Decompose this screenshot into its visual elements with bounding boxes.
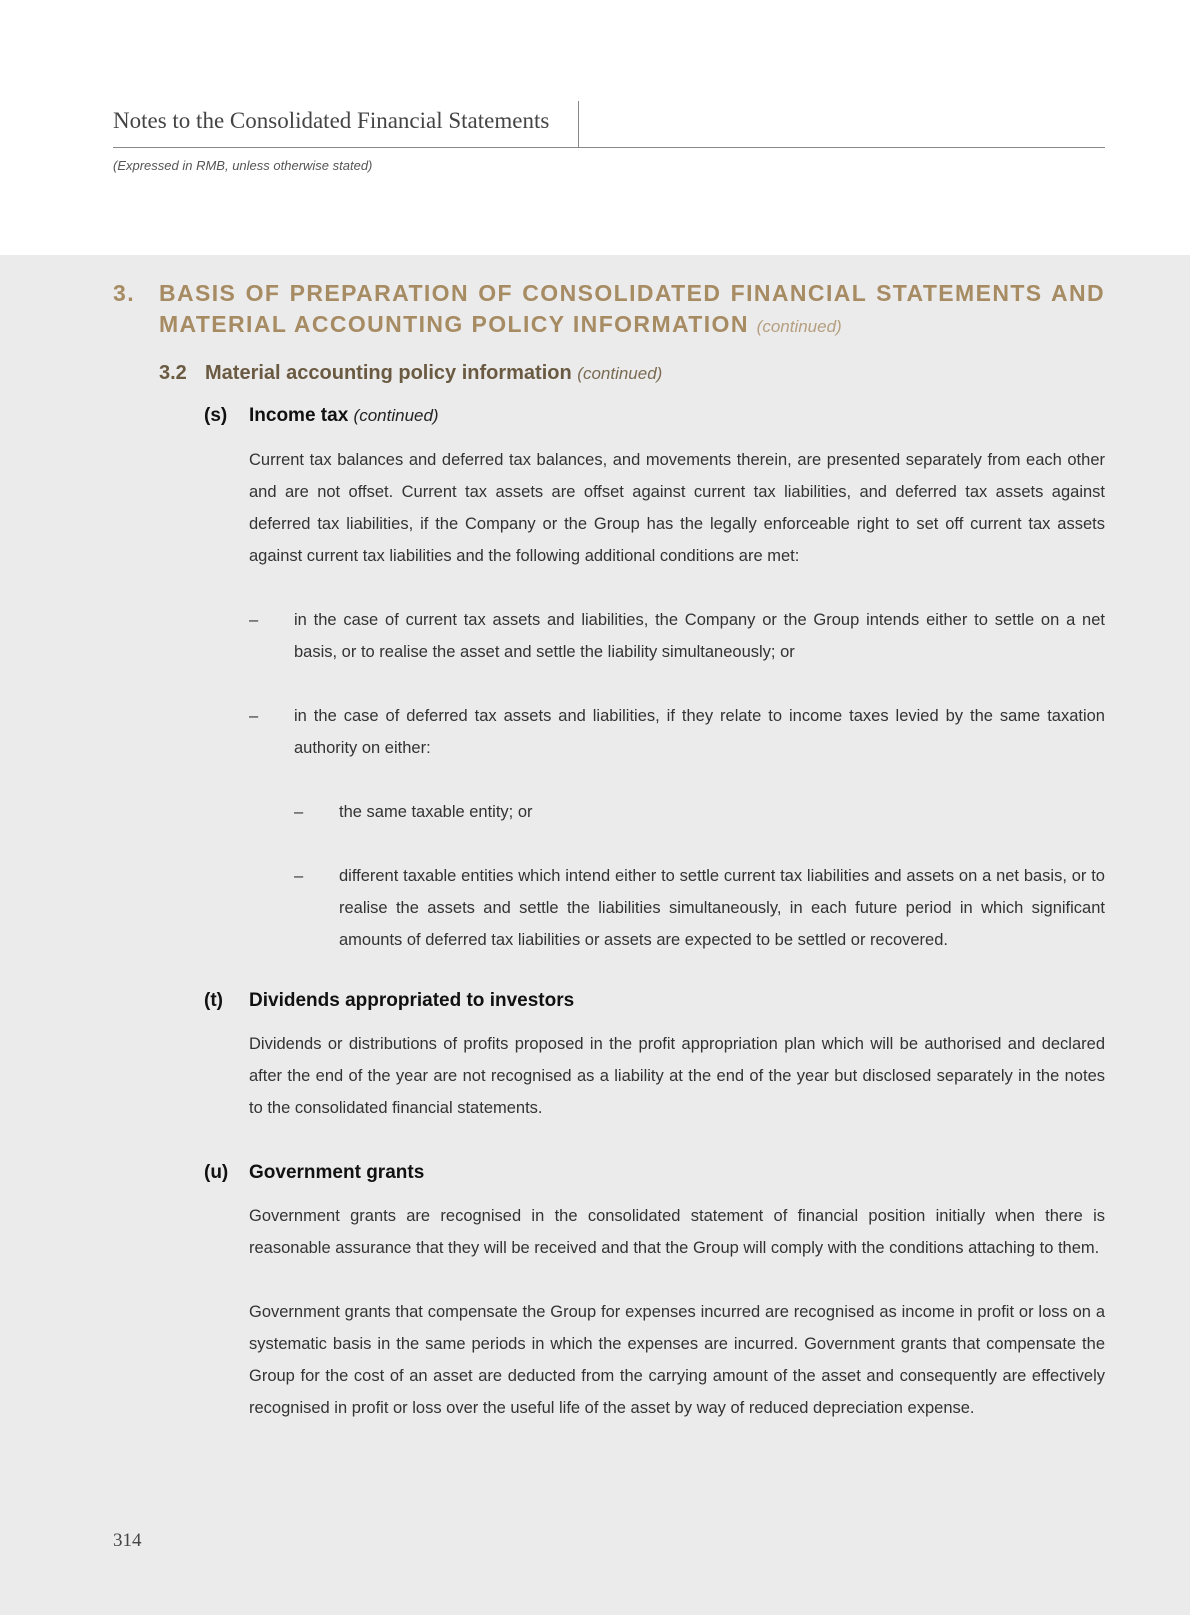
- list-item: [249, 604, 1105, 668]
- item-u-heading: [113, 1158, 1105, 1188]
- list-item: [294, 860, 1105, 956]
- dash-bullet: –: [249, 611, 259, 629]
- item-s-title: Income tax: [249, 405, 349, 426]
- item-t-paragraph-1: Dividends or distributions of profits proposed in the profit appropriation plan which will be authorised and declared after the end of the year are not recognised as a liability at the end of the year but disclosed separately in the notes to the consolidated financial statements.: [249, 1035, 1105, 1117]
- subsection-number: 3.2: [159, 362, 187, 384]
- page-header: [0, 0, 1190, 255]
- header-divider-horizontal: [113, 147, 1105, 148]
- item-s-sub-bullet-2: different taxable entities which intend either to settle current tax liabilities and assets on a net basis, or to realise the assets and settle the liabilities simultaneously, in each future period in which significant amounts of deferred tax liabilities or assets are expected to be settled or recovered.: [339, 867, 1105, 949]
- list-item: [294, 796, 1105, 828]
- item-s-bullet-2: in the case of deferred tax assets and liabilities, if they relate to income taxes levied by the same taxation authority on either:: [294, 707, 1105, 757]
- item-s-sub-bullet-1: the same taxable entity; or: [339, 803, 533, 821]
- item-s-paragraph-1: Current tax balances and deferred tax balances, and movements therein, are presented separately from each other and are not offset. Current tax assets are offset against current tax liabilities, and deferred tax assets against deferred tax liabilities, if the Company or the Group has the legally enforceable right to set off current tax assets against current tax liabilities and the following additional conditions are met:: [249, 451, 1105, 565]
- header-divider-vertical: [578, 101, 579, 147]
- page-content: [113, 278, 1105, 1424]
- item-u-title: Government grants: [249, 1162, 425, 1183]
- dash-bullet: –: [249, 707, 259, 725]
- item-s-bullet-1: in the case of current tax assets and liabilities, the Company or the Group intends either to settle on a net basis, or to realise the asset and settle the liability simultaneously; or: [294, 611, 1105, 661]
- item-s-heading: [113, 401, 1105, 431]
- section-number: 3.: [113, 280, 135, 306]
- subsection-heading: [113, 358, 1105, 389]
- section-title-line2: MATERIAL ACCOUNTING POLICY INFORMATION: [159, 311, 749, 337]
- section-title-line1: BASIS OF PREPARATION OF CONSOLIDATED FINANCIAL STATEMENTS AND: [159, 280, 1105, 306]
- section-heading: [113, 278, 1105, 342]
- item-t-title: Dividends appropriated to investors: [249, 990, 575, 1011]
- item-s-label: (s): [204, 405, 228, 426]
- item-u-paragraph-2: Government grants that compensate the Group for expenses incurred are recognised as income in profit or loss on a systematic basis in the same periods in which the expenses are incurred. Government grants that compensate the Group for the cost of an asset are deducted from the carrying amount of the asset and consequently are effectively recognised in profit or loss over the useful life of the asset by way of reduced depreciation expense.: [249, 1303, 1105, 1417]
- header-subtitle: (Expressed in RMB, unless otherwise stated): [113, 158, 373, 173]
- item-t-label: (t): [204, 990, 223, 1011]
- subsection-continued: (continued): [577, 364, 663, 383]
- item-u-paragraph-1: Government grants are recognised in the consolidated statement of financial position initially when there is reasonable assurance that they will be received and that the Group will comply with the conditions attaching to them.: [249, 1207, 1105, 1257]
- item-s-continued: (continued): [353, 406, 439, 425]
- page-number: 314: [113, 1530, 142, 1551]
- dash-bullet: –: [294, 803, 304, 821]
- item-u-label: (u): [204, 1162, 229, 1183]
- list-item: [249, 700, 1105, 764]
- header-title: Notes to the Consolidated Financial Statements: [113, 108, 550, 133]
- subsection-title: Material accounting policy information: [205, 362, 572, 384]
- item-t-heading: [113, 986, 1105, 1016]
- dash-bullet: –: [294, 867, 304, 885]
- section-continued: (continued): [756, 317, 842, 336]
